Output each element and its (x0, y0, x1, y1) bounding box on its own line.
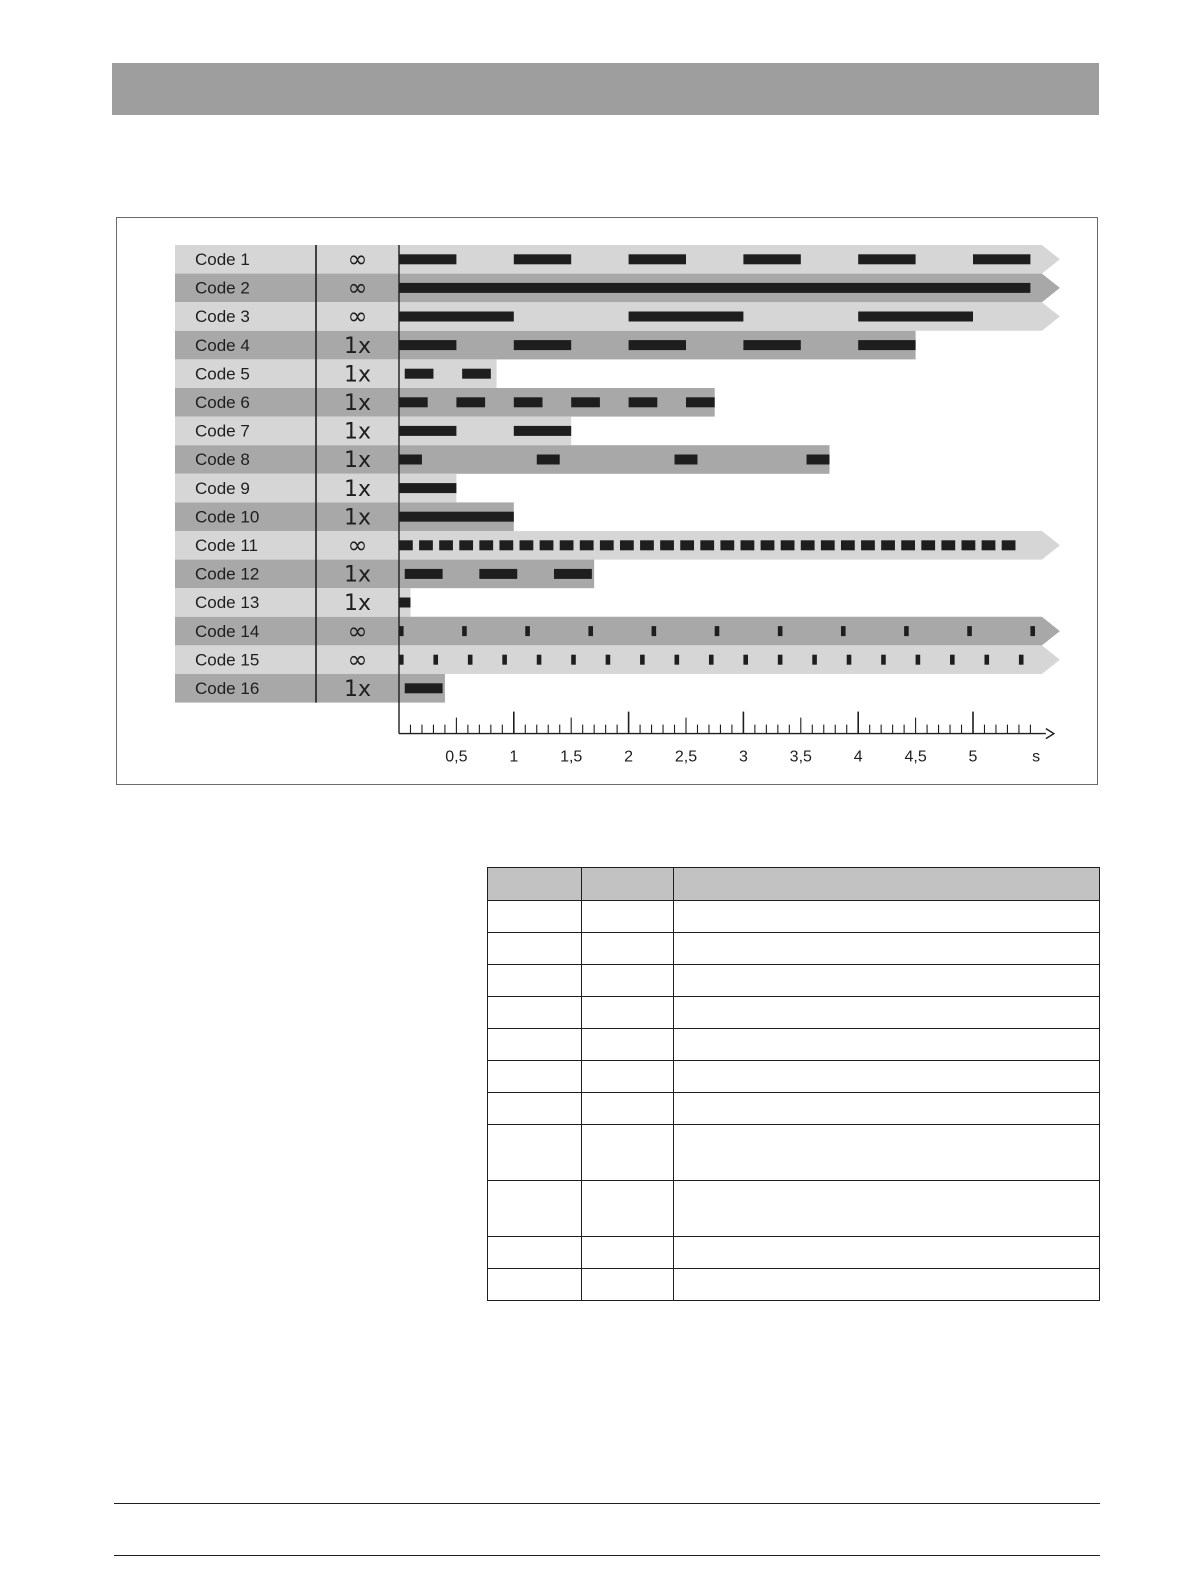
pulse-mark (405, 369, 434, 379)
table-cell (582, 1237, 674, 1269)
pulse-mark (459, 540, 473, 550)
pulse-mark (588, 626, 593, 636)
pulse-mark (858, 340, 915, 350)
pulse-mark (881, 655, 886, 665)
repeat-count-label: ∞ (347, 302, 368, 331)
repeat-count-label: 1x (343, 362, 372, 388)
table-row (488, 965, 1100, 997)
pulse-mark (399, 426, 456, 436)
pulse-mark (675, 655, 680, 665)
table-cell (582, 1061, 674, 1093)
pulse-mark (514, 397, 543, 407)
code-table (487, 867, 1100, 1301)
table-cell (674, 933, 1100, 965)
table-cell (488, 1181, 582, 1237)
footer-rule-bottom (114, 1555, 1100, 1556)
table-cell (674, 1093, 1100, 1125)
header-bar (112, 63, 1099, 115)
pulse-mark (982, 540, 996, 550)
pulse-mark (761, 540, 775, 550)
pulse-mark (881, 540, 895, 550)
pulse-mark (560, 540, 574, 550)
code-name-label: Code 9 (195, 478, 250, 498)
row-timeline-bar (399, 645, 1060, 674)
pulse-mark (629, 340, 686, 350)
pulse-mark (399, 455, 422, 465)
table-row (488, 1093, 1100, 1125)
table-cell (674, 1125, 1100, 1181)
pulse-mark (640, 540, 654, 550)
table-cell (488, 965, 582, 997)
table-cell (582, 1125, 674, 1181)
pulse-mark (399, 483, 456, 493)
pulse-mark (904, 626, 909, 636)
table-cell (674, 1061, 1100, 1093)
table-cell (674, 965, 1100, 997)
table-cell (488, 901, 582, 933)
table-header-cell (488, 868, 582, 901)
repeat-count-label: ∞ (347, 245, 368, 273)
pulse-mark (778, 626, 783, 636)
table-cell (674, 901, 1100, 933)
table-row (488, 901, 1100, 933)
pulse-mark (399, 254, 456, 264)
pulse-mark (502, 655, 507, 665)
pulse-mark (479, 569, 517, 579)
pulse-mark (741, 540, 755, 550)
pulse-mark (629, 312, 744, 322)
pulse-mark (514, 340, 571, 350)
axis-tick-label: 3 (738, 748, 748, 766)
pulse-mark (941, 540, 955, 550)
pulse-mark (720, 540, 734, 550)
axis-tick-label: 2 (624, 748, 634, 766)
axis-tick-label: 3,5 (789, 748, 812, 766)
table-header-cell (674, 868, 1100, 901)
code-name-label: Code 14 (195, 621, 260, 641)
pulse-mark (858, 254, 915, 264)
repeat-count-label: 1x (343, 476, 372, 502)
pulse-mark (479, 540, 493, 550)
table-cell (582, 1093, 674, 1125)
pulse-mark (973, 254, 1030, 264)
repeat-count-label: 1x (343, 391, 372, 416)
table-cell (488, 1029, 582, 1061)
pulse-mark (962, 540, 976, 550)
pulse-mark (700, 540, 714, 550)
row-timeline-bar (399, 245, 1060, 274)
code-name-label: Code 10 (195, 507, 260, 527)
pulse-mark (419, 540, 433, 550)
pulse-mark (462, 626, 467, 636)
pulse-mark (715, 626, 720, 636)
pulse-mark (901, 540, 915, 550)
code-name-label: Code 5 (195, 364, 250, 384)
axis-tick-label: s (1032, 748, 1041, 766)
code-name-label: Code 2 (195, 278, 250, 298)
pulse-mark (984, 655, 989, 665)
table-row (488, 1181, 1100, 1237)
pulse-mark (462, 369, 491, 379)
pulse-mark (525, 626, 530, 636)
pulse-mark (640, 655, 645, 665)
table-cell (674, 1237, 1100, 1269)
pulse-mark (399, 540, 413, 550)
table-cell (488, 1237, 582, 1269)
axis-tick-label: 4 (853, 748, 863, 766)
pulse-mark (520, 540, 534, 550)
repeat-count-label: ∞ (347, 616, 368, 645)
pulse-mark (660, 540, 674, 550)
pulse-mark (821, 540, 835, 550)
pulse-mark (514, 426, 571, 436)
pulse-mark (743, 254, 800, 264)
table-cell (674, 1269, 1100, 1301)
repeat-count-label: ∞ (347, 531, 368, 559)
axis-tick-label: 0,5 (445, 748, 468, 766)
table-row (488, 933, 1100, 965)
pulse-mark (537, 655, 542, 665)
repeat-count-label: 1x (343, 677, 372, 702)
pulse-mark (571, 655, 576, 665)
code-name-label: Code 15 (195, 650, 260, 670)
pulse-mark (399, 283, 1030, 293)
code-name-label: Code 16 (195, 679, 260, 698)
repeat-count-label: 1x (343, 505, 372, 531)
pulse-mark (841, 540, 855, 550)
pulse-mark (807, 455, 830, 465)
pulse-mark (801, 540, 815, 550)
code-name-label: Code 13 (195, 593, 260, 613)
pulse-mark (606, 655, 611, 665)
pulse-mark (743, 655, 748, 665)
table-row (488, 1269, 1100, 1301)
repeat-count-label: 1x (343, 333, 372, 359)
table-cell (488, 997, 582, 1029)
pulse-mark (571, 397, 600, 407)
table-cell (488, 1061, 582, 1093)
pulse-mark (847, 655, 852, 665)
pulse-mark (399, 598, 410, 608)
row-timeline-bar (399, 617, 1060, 646)
pulse-mark (629, 254, 686, 264)
table-row (488, 997, 1100, 1029)
code-name-label: Code 7 (195, 421, 250, 441)
pulse-mark (841, 626, 846, 636)
pulse-mark (781, 540, 795, 550)
pulse-mark (399, 512, 514, 522)
pulse-mark (514, 254, 571, 264)
pulse-mark (861, 540, 875, 550)
table-cell (674, 1029, 1100, 1061)
pulse-mark (916, 655, 921, 665)
table-cell (582, 901, 674, 933)
timing-diagram (117, 218, 1097, 784)
pulse-mark (1002, 540, 1016, 550)
pulse-mark (540, 540, 554, 550)
pulse-mark (433, 655, 438, 665)
pulse-mark (680, 540, 694, 550)
table-cell (488, 1269, 582, 1301)
repeat-count-label: 1x (343, 419, 372, 445)
table-header-row (488, 868, 1100, 901)
table-cell (582, 933, 674, 965)
pulse-mark (405, 683, 443, 693)
pulse-mark (709, 655, 714, 665)
pulse-mark (499, 540, 513, 550)
axis-tick-label: 2,5 (674, 748, 698, 766)
repeat-count-label: 1x (343, 448, 372, 474)
pulse-mark (652, 626, 657, 636)
table-cell (488, 933, 582, 965)
pulse-mark (537, 455, 560, 465)
pulse-mark (399, 312, 514, 322)
pulse-mark (921, 540, 935, 550)
pulse-mark (620, 540, 634, 550)
repeat-count-label: ∞ (347, 273, 368, 302)
code-name-label: Code 4 (195, 335, 250, 355)
axis-tick-label: 4,5 (904, 748, 927, 766)
pulse-mark (456, 397, 485, 407)
table-cell (582, 997, 674, 1029)
table-cell (582, 965, 674, 997)
pulse-mark (468, 655, 473, 665)
table-cell (582, 1181, 674, 1237)
repeat-count-label: ∞ (347, 645, 368, 674)
code-name-label: Code 12 (195, 564, 260, 584)
repeat-count-label: 1x (343, 562, 372, 588)
pulse-mark (686, 397, 715, 407)
repeat-count-label: 1x (343, 591, 372, 617)
pulse-mark (600, 540, 614, 550)
row-timeline-bar (399, 445, 830, 474)
pulse-mark (580, 540, 594, 550)
pulse-mark (554, 569, 592, 579)
pulse-mark (858, 312, 973, 322)
pulse-mark (1019, 655, 1024, 665)
axis-tick-label: 5 (968, 748, 978, 766)
pulse-mark (439, 540, 453, 550)
pulse-mark (1030, 626, 1035, 636)
row-timeline-bar (399, 388, 715, 417)
code-name-label: Code 1 (195, 250, 250, 269)
pulse-mark (399, 340, 456, 350)
table-row (488, 1125, 1100, 1181)
table-cell (582, 1269, 674, 1301)
table-row (488, 1061, 1100, 1093)
code-name-label: Code 8 (195, 450, 250, 470)
pulse-mark (778, 655, 783, 665)
table-cell (582, 1029, 674, 1061)
pulse-mark (950, 655, 955, 665)
table-cell (488, 1125, 582, 1181)
code-name-label: Code 11 (195, 536, 259, 555)
pulse-mark (629, 397, 658, 407)
code-name-label: Code 6 (195, 393, 250, 412)
pulse-mark (675, 455, 698, 465)
axis-tick-label: 1,5 (560, 748, 583, 766)
table-cell (488, 1093, 582, 1125)
pulse-mark (967, 626, 972, 636)
table-header-cell (582, 868, 674, 901)
table-cell (674, 997, 1100, 1029)
pulse-mark (743, 340, 800, 350)
table-cell (674, 1181, 1100, 1237)
timing-diagram-frame (116, 217, 1098, 785)
code-name-label: Code 3 (195, 307, 250, 327)
footer-rule-top (114, 1503, 1100, 1504)
table-row (488, 1029, 1100, 1061)
pulse-mark (812, 655, 817, 665)
time-axis-arrow (1046, 729, 1054, 739)
pulse-mark (399, 397, 428, 407)
pulse-mark (405, 569, 443, 579)
axis-tick-label: 1 (509, 748, 519, 766)
table-row (488, 1237, 1100, 1269)
